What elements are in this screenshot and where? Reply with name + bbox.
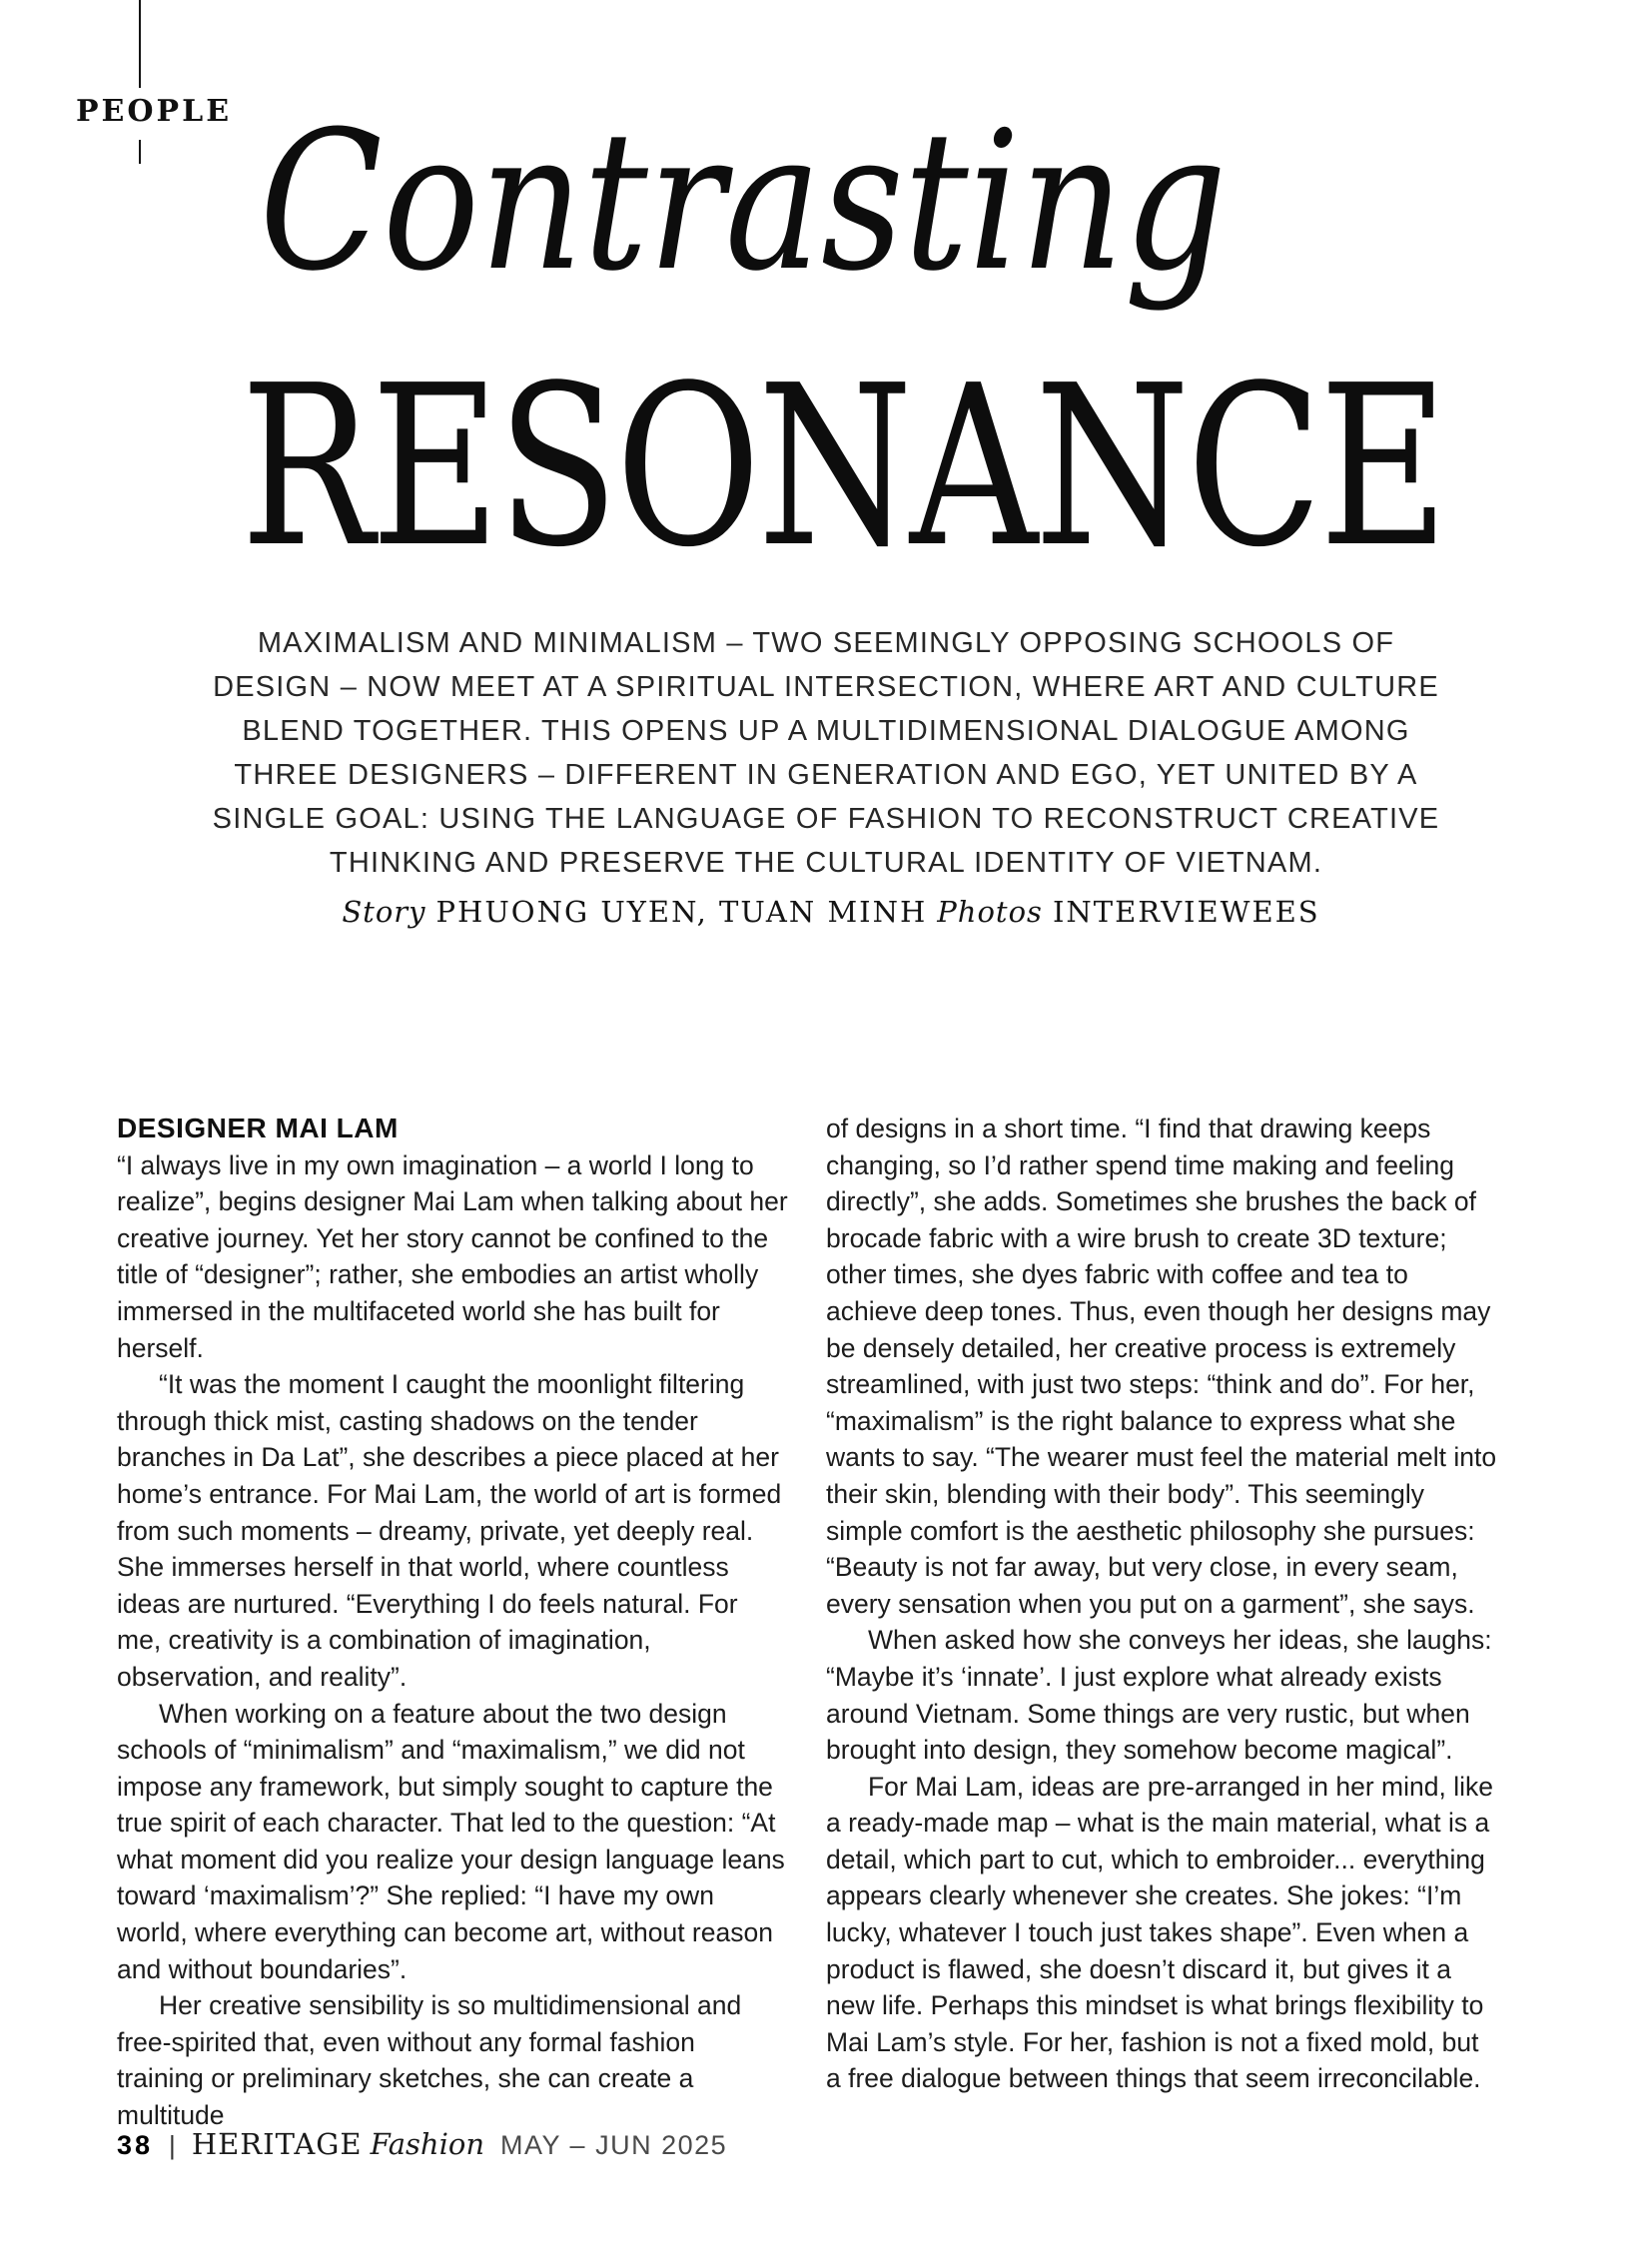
section-label: PEOPLE bbox=[76, 94, 233, 129]
byline-story-label: Story bbox=[342, 895, 426, 929]
issue-date: MAY – JUN 2025 bbox=[500, 2130, 728, 2160]
standfirst-line: THREE DESIGNERS – DIFFERENT IN GENERATION AND EGO, YET UNITED BY A bbox=[234, 759, 1418, 791]
paragraph: “I always live in my own imagination – a world I long to realize”, begins designer Mai Lam when talking about her creative journey. Yet her story cannot be confined to the title of “designer”; rather, she embodies an artist wholly immersed in the multifaceted world she has built for herself. bbox=[117, 1149, 788, 1363]
paragraph: For Mai Lam, ideas are pre-arranged in her mind, like a ready-made map – what is the main material, what is a detail, which part to cut, which to embroider... everything appears clearly whenever she creates. She jokes: “I’m lucky, whatever I touch just takes shape”. Even when a product is flawed, she doesn’t discard it, but gives it a new life. Perhaps this mindset is what brings flexibility to Mai Lam’s style. For her, fashion is not a fixed mold, but a free dialogue between things that seem irreconcilable. bbox=[826, 1771, 1493, 2094]
top-rule bbox=[139, 0, 141, 88]
byline bbox=[164, 895, 1488, 929]
standfirst-line: SINGLE GOAL: USING THE LANGUAGE OF FASHION TO RECONSTRUCT CREATIVE bbox=[212, 803, 1440, 835]
standfirst-line: DESIGN – NOW MEET AT A SPIRITUAL INTERSECTION, WHERE ART AND CULTURE bbox=[213, 671, 1439, 703]
standfirst-line: BLEND TOGETHER. THIS OPENS UP A MULTIDIMENSIONAL DIALOGUE AMONG bbox=[242, 715, 1410, 747]
paragraph: Her creative sensibility is so multidimensional and free-spirited that, even without any formal fashion training or preliminary sketches, she can create a multitude bbox=[117, 1990, 742, 2131]
page-number: 38 bbox=[117, 2130, 154, 2160]
byline-authors: PHUONG UYEN, TUAN MINH bbox=[435, 895, 928, 929]
column-heading: DESIGNER MAI LAM bbox=[117, 1113, 399, 1143]
section-tick-rule bbox=[139, 140, 141, 164]
page-footer bbox=[117, 2127, 727, 2161]
article-right-column bbox=[826, 1111, 1497, 2097]
standfirst-line: MAXIMALISM AND MINIMALISM – TWO SEEMINGLY OPPOSING SCHOOLS OF bbox=[257, 627, 1395, 659]
headline-main: RESONANCE bbox=[240, 339, 1446, 596]
byline-photos-label: Photos bbox=[937, 895, 1043, 929]
magazine-name: HERITAGE bbox=[191, 2127, 363, 2161]
paragraph: of designs in a short time. “I find that drawing keeps changing, so I’d rather spend time making and feeling directly”, she adds. Sometimes she brushes the back of brocade fabric with a wire brush to create 3D texture; other times, she dyes fabric with coffee and tea to achieve deep tones. Thus, even though her designs may be densely detailed, her creative process is extremely streamlined, with just two steps: “think and do”. For her, “maximalism” is the right balance to express what she wants to say. “The wearer must feel the material melt into their skin, blending with their body”. This seemingly simple comfort is the aesthetic philosophy she pursues: “Beauty is not far away, but very close, in every seam, every sensation when you put on a garment”, she says. bbox=[826, 1114, 1497, 1619]
magazine-edition: Fashion bbox=[370, 2127, 485, 2161]
headline-script: Contrasting bbox=[259, 91, 1228, 314]
paragraph: “It was the moment I caught the moonlight filtering through thick mist, casting shadows on the tender branches in Da Lat”, she describes a piece placed at her home’s entrance. For Mai Lam, the world of art is formed from such moments – dreamy, private, yet deeply real. She immerses herself in that world, where countless ideas are nurtured. “Everything I do feels natural. For me, creativity is a combination of imagination, observation, and reality”. bbox=[117, 1369, 782, 1692]
standfirst-line: THINKING AND PRESERVE THE CULTURAL IDENTITY OF VIETNAM. bbox=[329, 847, 1323, 879]
paragraph: When asked how she conveys her ideas, she laughs: “Maybe it’s ‘innate’. I just explore what already exists around Vietnam. Some things are very rustic, but when brought into design, they somehow become magical”. bbox=[826, 1625, 1492, 1766]
byline-photos-credit: INTERVIEWEES bbox=[1052, 895, 1320, 929]
paragraph: When working on a feature about the two design schools of “minimalism” and “maximalism,” we did not impose any framework, but simply sought to capture the true spirit of each character. That led to the question: “At what moment did you realize your design language leans toward ‘maximalism’?” She replied: “I have my own world, where everything can become art, without reason and without boundaries”. bbox=[117, 1698, 785, 1984]
footer-separator: | bbox=[169, 2130, 176, 2160]
article-left-column bbox=[117, 1111, 788, 2134]
standfirst bbox=[164, 621, 1488, 885]
